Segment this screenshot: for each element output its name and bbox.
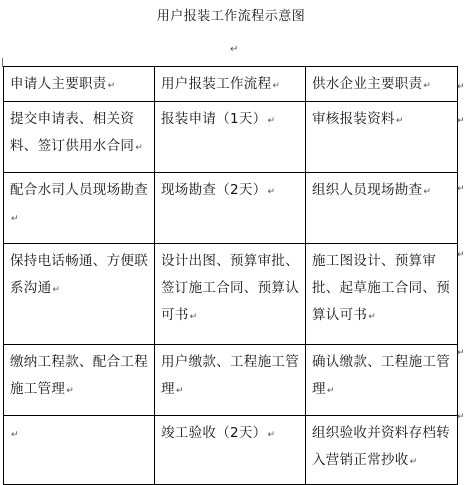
- table-row: [4, 416, 458, 485]
- table-cell: ↵: [4, 416, 155, 485]
- row-end-mark: ↵: [457, 348, 465, 358]
- header-cell-applicant: 申请人主要职责↵: [4, 67, 155, 102]
- table-row: [4, 345, 458, 416]
- table-row: [4, 173, 458, 244]
- table-row: [4, 244, 458, 345]
- workflow-table: [3, 66, 458, 485]
- table-cell: 组织验收并资料存档转入营销正常抄收↵: [306, 416, 458, 485]
- table-cell: 用户缴款、工程施工管理↵: [155, 345, 306, 416]
- table-row: [4, 102, 458, 173]
- table-header-row: [4, 67, 458, 102]
- document-title: 用户报装工作流程示意图: [156, 9, 306, 24]
- table-cell: 设计出图、预算审批、签订施工合同、预算认可书↵: [155, 244, 306, 345]
- row-end-mark: ↵: [457, 116, 465, 126]
- table-cell: 现场勘查（2天）↵: [155, 173, 306, 244]
- row-end-mark: ↵: [457, 412, 465, 422]
- paragraph-mark: ↵: [230, 44, 239, 55]
- table-cell: 缴纳工程款、配合工程施工管理↵: [4, 345, 155, 416]
- table-cell: 配合水司人员现场勘查↵: [4, 173, 155, 244]
- row-end-mark: ↵: [457, 82, 465, 92]
- row-end-mark: ↵: [457, 250, 465, 260]
- table-cell: 报装申请（1天）↵: [155, 102, 306, 173]
- table-cell: 施工图设计、预算审批、起草施工合同、预算认可书↵: [306, 244, 458, 345]
- table-cell: 确认缴款、工程施工管理↵: [306, 345, 458, 416]
- table-cell: 审核报装资料↵: [306, 102, 458, 173]
- table-cell: 竣工验收（2天）↵: [155, 416, 306, 485]
- header-cell-workflow: 用户报装工作流程↵: [155, 67, 306, 102]
- row-end-mark: ↵: [457, 184, 465, 194]
- header-cell-water-company: 供水企业主要职责↵: [306, 67, 458, 102]
- table-cell: 提交申请表、相关资料、签订供用水合同↵: [4, 102, 155, 173]
- table-cell: 组织人员现场勘查↵: [306, 173, 458, 244]
- table-cell: 保持电话畅通、方便联系沟通↵: [4, 244, 155, 345]
